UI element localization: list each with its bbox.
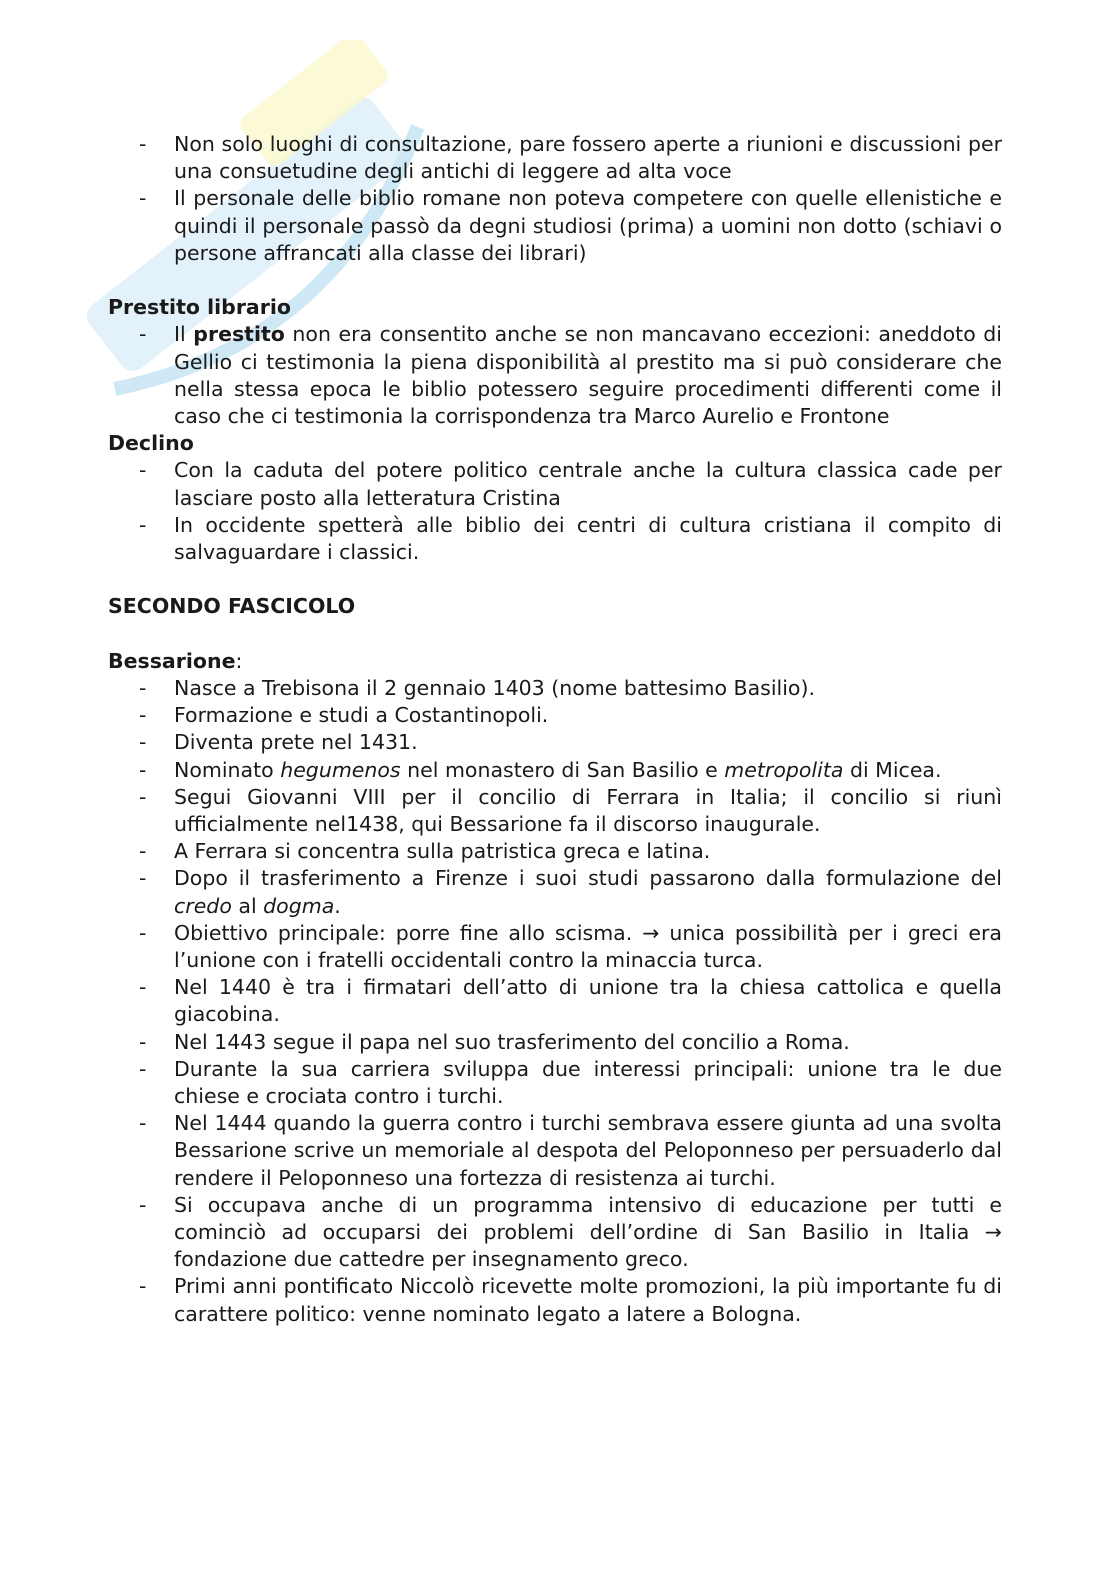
list-item: - Il personale delle biblio romane non poteva competere con quelle ellenistiche e quindi il personale passò da degni studiosi (prima) a uomini non dotto (schiavi o persone affrancati alla classe dei librari) [108, 185, 1002, 267]
list-item: - In occidente spetterà alle biblio dei centri di cultura cristiana il compito di salvaguardare i classici. [108, 512, 1002, 566]
list-item: - Con la caduta del potere politico centrale anche la cultura classica cade per lasciare posto alla letteratura Cristina [108, 457, 1002, 511]
list-item: - Nominato hegumenos nel monastero di San Basilio e metropolita di Micea. [108, 757, 1002, 784]
list-item: - Segui Giovanni VIII per il concilio di Ferrara in Italia; il concilio si riunì ufficialmente nel1438, qui Bessarione fa il discorso inaugurale. [108, 784, 1002, 838]
heading-secondo-fascicolo: SECONDO FASCICOLO [108, 594, 356, 619]
prestito-list [108, 321, 1002, 430]
list-item: - Nel 1444 quando la guerra contro i turchi sembrava essere giunta ad una svolta Bessarione scrive un memoriale al despota del Peloponneso per persuaderlo dal rendere il Peloponneso una fortezza di resistenza ai turchi. [108, 1110, 1002, 1192]
bessarione-list [108, 675, 1002, 1328]
list-item: - Dopo il trasferimento a Firenze i suoi studi passarono dalla formulazione del credo al dogma. [108, 865, 1002, 919]
list-item: - Il prestito non era consentito anche se non mancavano eccezioni: aneddoto di Gellio ci testimonia la piena disponibilità al prestito ma si può considerare che nella stessa epoca le biblio potessero seguire procedimenti differenti come il caso che ci testimonia la corrispondenza tra Marco Aurelio e Frontone [108, 321, 1002, 430]
bold-term: prestito [193, 322, 285, 347]
list-item: - Obiettivo principale: porre fine allo scisma. → unica possibilità per i greci era l’unione con i fratelli occidentali contro la minaccia turca. [108, 920, 1002, 974]
list-item: - Si occupava anche di un programma intensivo di educazione per tutti e cominciò ad occuparsi dei problemi dell’ordine di San Basilio in Italia → fondazione due cattedre per insegnamento greco. [108, 1192, 1002, 1274]
list-item: - Primi anni pontificato Niccolò ricevette molte promozioni, la più importante fu di carattere politico: venne nominato legato a latere a Bologna. [108, 1273, 1002, 1327]
declino-list [108, 457, 1002, 566]
heading-prestito: Prestito librario [108, 295, 291, 320]
section1-list [108, 131, 1002, 267]
list-item: - Nel 1440 è tra i firmatari dell’atto di unione tra la chiesa cattolica e quella giacobina. [108, 974, 1002, 1028]
list-item: - Non solo luoghi di consultazione, pare fossero aperte a riunioni e discussioni per una consuetudine degli antichi di leggere ad alta voce [108, 131, 1002, 185]
list-item: - A Ferrara si concentra sulla patristica greca e latina. [108, 838, 1002, 865]
document-page [108, 131, 1002, 1328]
heading-declino: Declino [108, 431, 194, 456]
heading-bessarione: Bessarione [108, 648, 236, 673]
list-item: - Nel 1443 segue il papa nel suo trasferimento del concilio a Roma. [108, 1029, 1002, 1056]
list-item: - Durante la sua carriera sviluppa due interessi principali: unione tra le due chiese e crociata contro i turchi. [108, 1056, 1002, 1110]
heading-bessarione-line: Bessarione: [108, 648, 243, 673]
list-item: - Formazione e studi a Costantinopoli. [108, 702, 1002, 729]
list-item: - Diventa prete nel 1431. [108, 729, 1002, 756]
list-item: - Nasce a Trebisona il 2 gennaio 1403 (nome battesimo Basilio). [108, 675, 1002, 702]
